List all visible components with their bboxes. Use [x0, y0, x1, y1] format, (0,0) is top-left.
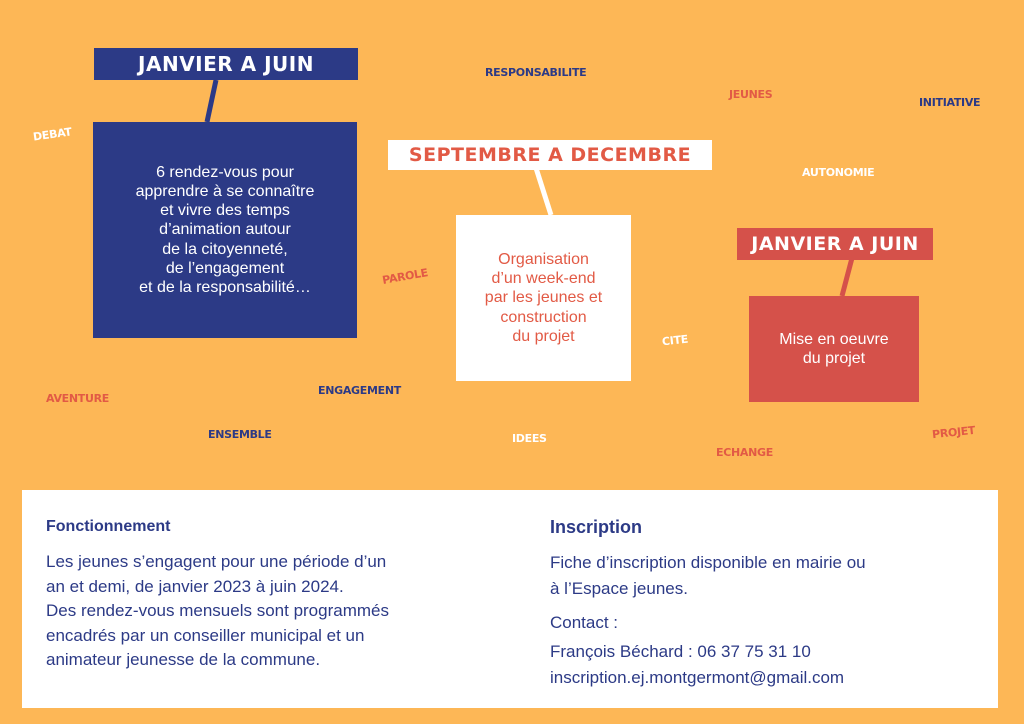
word-debat: DEBAT [32, 125, 73, 144]
period1-text: 6 rendez-vous pour apprendre à se connaître et vivre des temps d’animation autour de la citoyenneté, de l’engagement et de la responsabilité… [135, 163, 315, 296]
word-projet: PROJET [931, 423, 976, 442]
connector-period2 [536, 168, 551, 215]
fonctionnement-body: Les jeunes s’engagent pour une période d’un an et demi, de janvier 2023 à juin 2024. Des rendez-vous mensuels sont programmés encadrés par un conseiller municipal et un animateur jeunesse de la commune. [46, 552, 389, 669]
inscription-body: Fiche d’inscription disponible en mairie ou à l’Espace jeunes. [550, 553, 866, 598]
word-autonomie: AUTONOMIE [802, 166, 875, 179]
word-engagement: ENGAGEMENT [318, 384, 401, 397]
contact-label: Contact : [550, 613, 619, 632]
word-initiative: INITIATIVE [919, 96, 981, 109]
connector-period3 [842, 258, 852, 296]
period3-label: JANVIER A JUIN [737, 228, 933, 260]
period1-box [93, 122, 357, 338]
inscription-title: Inscription [550, 517, 643, 537]
period2-label: SEPTEMBRE A DECEMBRE [388, 140, 712, 170]
word-aventure: AVENTURE [46, 392, 110, 405]
word-cite: CITE [661, 332, 689, 349]
period3-text: Mise en oeuvre du projet [779, 330, 889, 367]
word-responsabilite: RESPONSABILITE [485, 66, 587, 79]
word-echange: ECHANGE [716, 446, 773, 459]
fonctionnement-title: Fonctionnement [46, 518, 171, 535]
word-jeunes: JEUNES [729, 88, 773, 101]
period3-box [749, 296, 919, 402]
period1-label: JANVIER A JUIN [94, 48, 358, 80]
connector-period1 [207, 80, 216, 122]
period2-box [456, 215, 631, 381]
period2-text: Organisation d’un week-end par les jeunes et construction du projet [484, 251, 603, 345]
contact-name-phone: François Béchard : 06 37 75 31 10 [550, 642, 811, 661]
info-panel [22, 490, 998, 708]
contact-email[interactable]: inscription.ej.montgermont@gmail.com [550, 668, 845, 687]
word-parole: PAROLE [381, 266, 429, 287]
word-idees: IDEES [512, 432, 547, 445]
word-ensemble: ENSEMBLE [208, 428, 272, 441]
